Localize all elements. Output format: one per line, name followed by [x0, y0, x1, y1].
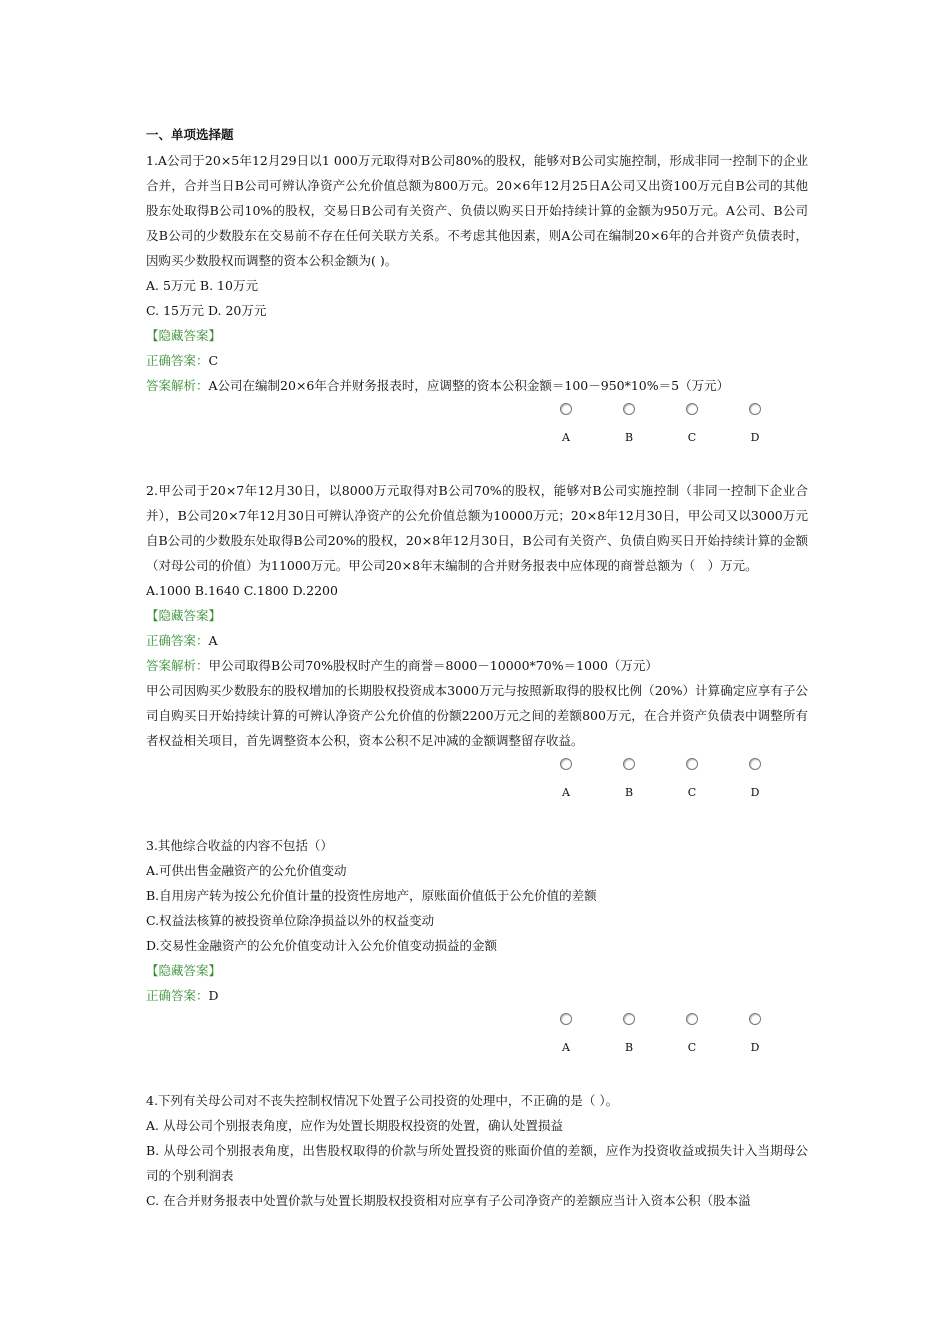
radio-option-a[interactable]: [560, 1013, 572, 1025]
question-4-option-c: C. 在合并财务报表中处置价款与处置长期股权投资相对应享有子公司净资产的差额应当计入资本公积（股本溢: [146, 1193, 751, 1208]
correct-answer-label: 正确答案：: [146, 633, 209, 648]
question-2-stem: 2.甲公司于20×7年12月30日，以8000万元取得对B公司70%的股权，能够对B公司实施控制（非同一控制下企业合并），B公司20×7年12月30日可辨认净资产的公允价值总额为10000万元；20×8年12月30日，甲公司又以3000万元自B公司的少数股东处取得B公司20%的股权，20×8年12月30日，B公司有关资产、负债自购买日开始持续计算的金额（对母公司的价值）为11000万元。甲公司20×8年末编制的合并财务报表中应体现的商誉总额为（ ）万元。: [146, 483, 808, 573]
question-4-option-a: A. 从母公司个别报表角度，应作为处置长期股权投资的处置，确认处置损益: [146, 1118, 563, 1133]
section-title: 一、单项选择题: [146, 127, 234, 142]
option-letter-d: D: [750, 431, 760, 444]
question-4-option-b: B. 从母公司个别报表角度，出售股权取得的价款与所处置投资的账面价值的差额，应作为投资收益或损失计入当期母公司的个别利润表: [146, 1143, 808, 1183]
hide-answer-toggle[interactable]: 【隐藏答案】: [146, 963, 222, 978]
answer-analysis-text: A公司在编制20×6年合并财务报表时，应调整的资本公积金额＝100－950*10%＝5（万元）: [208, 378, 730, 393]
option-letter-d: D: [750, 1041, 760, 1054]
question-1-radio-group: [556, 398, 776, 456]
radio-option-d[interactable]: [749, 403, 761, 415]
question-4-stem: 4.下列有关母公司对不丧失控制权情况下处置子公司投资的处理中，不正确的是（ ）。: [146, 1093, 619, 1108]
question-2-radio-group: [556, 753, 776, 811]
question-1-stem: 1.A公司于20×5年12月29日以1 000万元取得对B公司80%的股权，能够对B公司实施控制，形成非同一控制下的企业合并，合并当日B公司可辨认净资产公允价值总额为800万元。20×6年12月25日A公司又出资100万元自B公司的其他股东处取得B公司10%的股权，交易日B公司有关资产、负债以购买日开始持续计算的金额为950万元。A公司、B公司及B公司的少数股东在交易前不存在任何关联方关系。不考虑其他因素，则A公司在编制20×6年的合并资产负债表时，因购买少数股权而调整的资本公积金额为( )。: [146, 153, 808, 268]
answer-analysis-text: 甲公司取得B公司70%股权时产生的商誉＝8000－10000*70%＝1000（万元）: [208, 658, 658, 673]
question-4: [146, 1088, 808, 1213]
question-3-option-a: A.可供出售金融资产的公允价值变动: [146, 863, 347, 878]
answer-analysis-extra: 甲公司因购买少数股东的股权增加的长期股权投资成本3000万元与按照新取得的股权比例（20%）计算确定应享有子公司自购买日开始持续计算的可辨认净资产公允价值的份额2200万元之间的差额800万元，在合并资产负债表中调整所有者权益相关项目，首先调整资本公积，资本公积不足冲减的金额调整留存收益。: [146, 683, 808, 748]
radio-option-b[interactable]: [623, 758, 635, 770]
option-letter-c: C: [687, 1041, 697, 1054]
document-page: [146, 124, 808, 1213]
radio-option-b[interactable]: [623, 403, 635, 415]
option-letter-b: B: [624, 431, 634, 444]
option-letter-c: C: [687, 786, 697, 799]
correct-answer-value: A: [208, 633, 218, 648]
correct-answer-value: C: [208, 353, 219, 368]
option-letter-a: A: [562, 431, 570, 444]
question-3-option-b: B.自用房产转为按公允价值计量的投资性房地产，原账面价值低于公允价值的差额: [146, 888, 597, 903]
correct-answer-label: 正确答案：: [146, 988, 209, 1003]
question-1-options-line1: A. 5万元 B. 10万元: [146, 278, 258, 293]
hide-answer-toggle[interactable]: 【隐藏答案】: [146, 328, 222, 343]
correct-answer-value: D: [208, 988, 219, 1003]
question-3: [146, 833, 808, 1066]
option-letter-c: C: [687, 431, 697, 444]
question-3-option-c: C.权益法核算的被投资单位除净损益以外的权益变动: [146, 913, 435, 928]
radio-option-a[interactable]: [560, 403, 572, 415]
question-3-radio-group: [556, 1008, 776, 1066]
question-3-option-d: D.交易性金融资产的公允价值变动计入公允价值变动损益的金额: [146, 938, 498, 953]
radio-option-c[interactable]: [686, 403, 698, 415]
question-1: [146, 148, 808, 456]
hide-answer-toggle[interactable]: 【隐藏答案】: [146, 608, 222, 623]
radio-option-b[interactable]: [623, 1013, 635, 1025]
radio-option-d[interactable]: [749, 1013, 761, 1025]
option-letter-d: D: [750, 786, 760, 799]
option-letter-a: A: [562, 1041, 570, 1054]
option-letter-b: B: [624, 786, 634, 799]
question-2-options: A.1000 B.1640 C.1800 D.2200: [146, 583, 338, 598]
correct-answer-label: 正确答案：: [146, 353, 209, 368]
question-3-stem: 3.其他综合收益的内容不包括（）: [146, 838, 333, 853]
radio-option-c[interactable]: [686, 1013, 698, 1025]
question-2: [146, 478, 808, 811]
answer-analysis-label: 答案解析：: [146, 658, 209, 673]
answer-analysis-label: 答案解析：: [146, 378, 209, 393]
radio-option-c[interactable]: [686, 758, 698, 770]
question-1-options-line2: C. 15万元 D. 20万元: [146, 303, 267, 318]
option-letter-a: A: [562, 786, 570, 799]
radio-option-a[interactable]: [560, 758, 572, 770]
option-letter-b: B: [624, 1041, 634, 1054]
radio-option-d[interactable]: [749, 758, 761, 770]
